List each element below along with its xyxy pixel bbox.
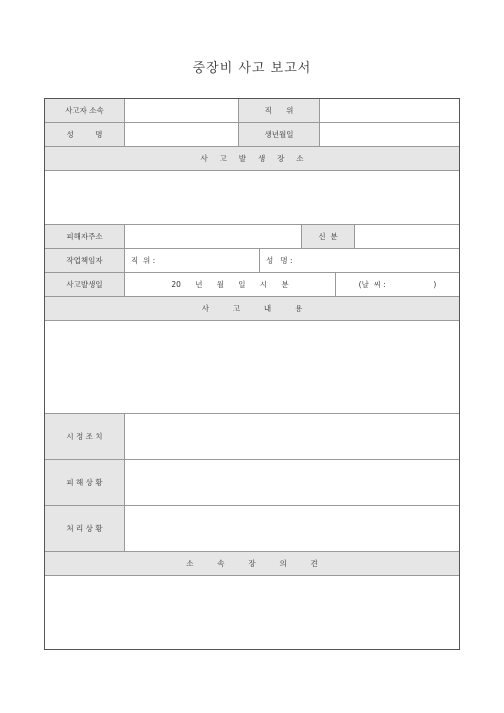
field-manager-position[interactable]: 직 위 : — [131, 256, 156, 265]
row-manager — [45, 249, 459, 273]
field-manager-name[interactable]: 성 명 : — [259, 249, 459, 272]
field-status[interactable] — [355, 225, 459, 248]
section-accident-place-title: 사 고 발 생 장 소 — [45, 147, 459, 170]
document-title: 중장비 사고 보고서 — [192, 61, 312, 76]
section-supervisor-opinion-title: 소 속 장 의 견 — [45, 552, 459, 575]
row-affiliation — [45, 99, 459, 123]
field-name[interactable] — [125, 123, 238, 146]
section-accident-content-title: 사 고 내 용 — [45, 297, 459, 320]
label-affiliation: 사고자 소속 — [45, 99, 125, 122]
label-birthdate: 생년월일 — [238, 123, 320, 146]
row-name — [45, 123, 459, 147]
field-handling-status[interactable] — [125, 506, 459, 551]
label-victim-address: 피해자주소 — [45, 225, 125, 248]
label-work-manager: 작업책임자 — [45, 249, 125, 272]
label-name: 성 명 — [45, 123, 125, 146]
row-damage — [45, 460, 459, 506]
label-position: 직 위 — [238, 99, 320, 122]
row-handling — [45, 506, 459, 552]
field-affiliation[interactable] — [125, 99, 238, 122]
row-measures — [45, 414, 459, 460]
field-position[interactable] — [320, 99, 459, 122]
label-accident-date: 사고발생일 — [45, 273, 125, 296]
field-victim-address[interactable] — [125, 225, 301, 248]
field-birthdate[interactable] — [320, 123, 459, 146]
section-accident-place — [45, 147, 459, 171]
row-accident-date — [45, 273, 459, 297]
label-damage-status: 피 해 상 황 — [45, 460, 125, 505]
label-handling-status: 처 리 상 황 — [45, 506, 125, 551]
label-corrective-measures: 시 정 조 치 — [45, 414, 125, 459]
field-accident-datetime[interactable]: 20 년 월 일 시 분 — [171, 280, 289, 289]
row-victim — [45, 225, 459, 249]
field-accident-place[interactable] — [45, 171, 459, 225]
label-status: 신 분 — [301, 225, 355, 248]
section-supervisor-opinion — [45, 552, 459, 576]
report-form — [44, 98, 460, 650]
section-accident-content — [45, 297, 459, 321]
field-corrective-measures[interactable] — [125, 414, 459, 459]
field-accident-content[interactable] — [45, 321, 459, 414]
field-weather[interactable]: (날 씨 : ) — [335, 273, 459, 296]
field-damage-status[interactable] — [125, 460, 459, 505]
field-supervisor-opinion[interactable] — [45, 576, 459, 649]
